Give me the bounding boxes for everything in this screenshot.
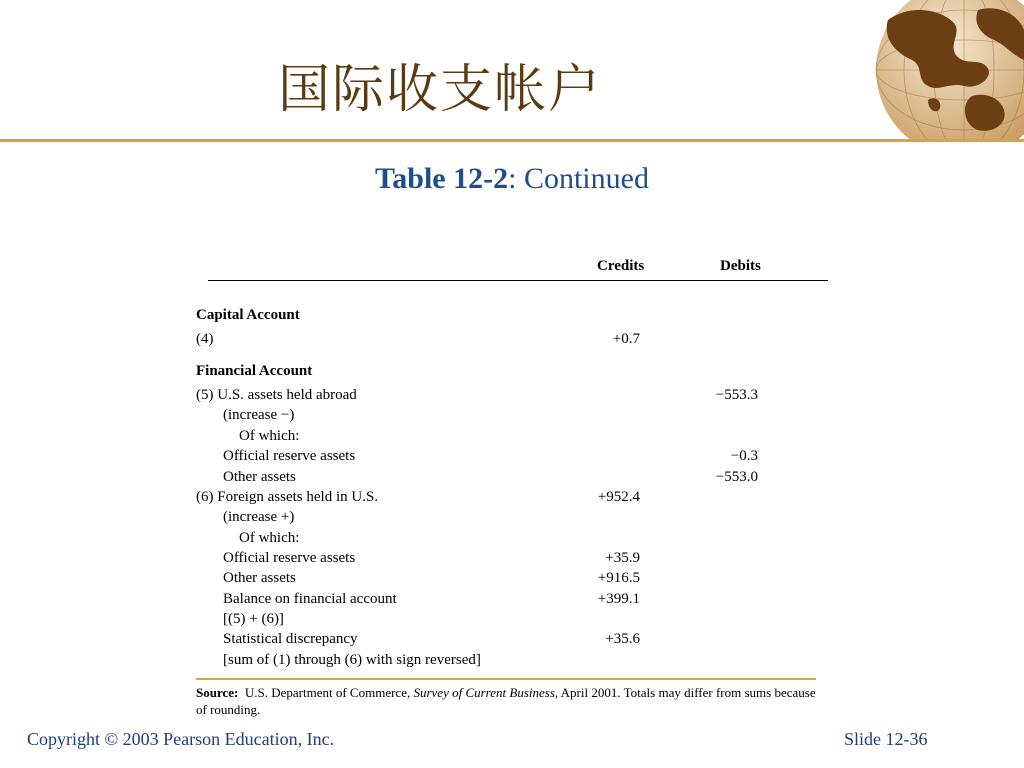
- globe-logo: [868, 0, 1024, 142]
- table-title: [0, 162, 1024, 196]
- row-label: Of which:: [239, 530, 300, 546]
- source-divider: [196, 678, 816, 680]
- credit-value: +952.4: [597, 489, 640, 505]
- debit-value: −553.3: [715, 387, 758, 403]
- source-publication: Survey of Current Business,: [413, 685, 559, 700]
- row-label: Balance on financial account: [223, 591, 397, 607]
- row-label: (4): [196, 331, 214, 347]
- credit-value: +35.6: [605, 631, 640, 647]
- row-label: Other assets: [223, 570, 296, 586]
- debit-value: −553.0: [715, 469, 758, 485]
- source-note: [196, 684, 821, 718]
- row-label: (increase −): [223, 407, 295, 423]
- row-label: (increase +): [223, 509, 295, 525]
- section-heading: Capital Account: [196, 307, 300, 323]
- row-label: Other assets: [223, 469, 296, 485]
- debits-header: Debits: [720, 258, 761, 274]
- source-label: Source:: [196, 685, 239, 700]
- section-heading: Financial Account: [196, 363, 313, 379]
- header-divider: [208, 280, 828, 281]
- credit-value: +0.7: [612, 331, 640, 347]
- title-divider: [0, 139, 1024, 142]
- row-label: Statistical discrepancy: [223, 631, 358, 647]
- row-label: (5) U.S. assets held abroad: [196, 387, 357, 403]
- credit-value: +35.9: [605, 550, 640, 566]
- globe-icon: [868, 0, 1024, 142]
- row-label: [sum of (1) through (6) with sign reversed]: [223, 652, 481, 668]
- credit-value: +399.1: [597, 591, 640, 607]
- source-text-end: April 2001. Totals may differ from sums because of rounding.: [196, 685, 816, 717]
- source-text: U.S. Department of Commerce,: [244, 685, 414, 700]
- row-label: Official reserve assets: [223, 448, 356, 464]
- slide-number: Slide 12-36: [844, 729, 928, 749]
- credit-value: +916.5: [597, 570, 640, 586]
- copyright-text: Copyright © 2003 Pearson Education, Inc.: [27, 729, 335, 749]
- debit-value: −0.3: [730, 448, 758, 464]
- credits-header: Credits: [597, 258, 645, 274]
- row-label: (6) Foreign assets held in U.S.: [196, 489, 379, 505]
- row-label: Official reserve assets: [223, 550, 356, 566]
- row-label: [(5) + (6)]: [223, 611, 284, 627]
- row-label: Of which:: [239, 428, 300, 444]
- table-number: Table 12-2: [375, 162, 509, 195]
- slide-title: 国际收支帐户: [278, 60, 603, 120]
- table-title-suffix: : Continued: [508, 162, 649, 195]
